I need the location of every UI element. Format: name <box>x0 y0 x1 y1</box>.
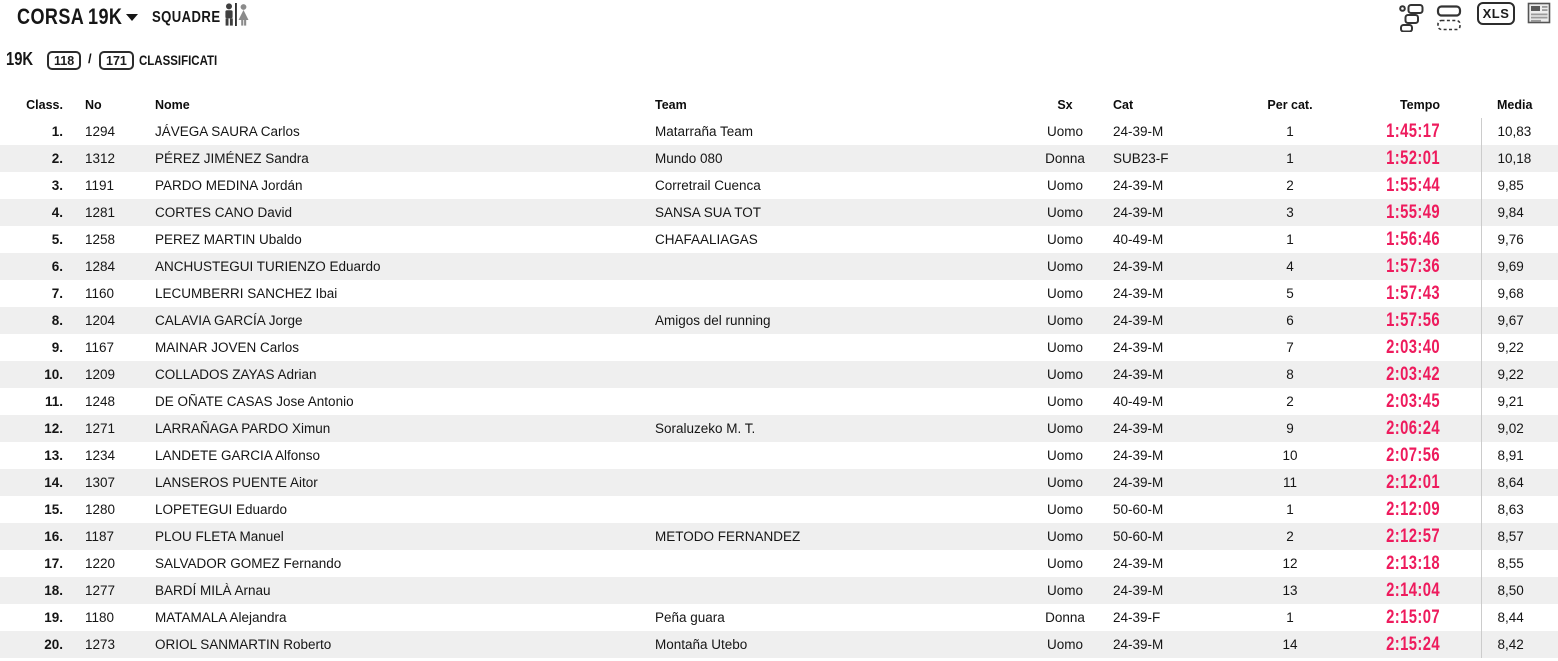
category-rank-cell: 6 <box>1286 313 1294 328</box>
team-cell: SANSA SUA TOT <box>655 205 762 220</box>
avg-speed-cell: 8,44 <box>1481 604 1558 631</box>
team-cell <box>655 442 1020 469</box>
tempo-value: 1:55:49 <box>1385 201 1440 223</box>
table-row[interactable] <box>0 523 1558 550</box>
results-header <box>0 92 1558 118</box>
avg-speed-cell: 9,02 <box>1481 415 1558 442</box>
category-cell: 24-39-M <box>1113 313 1164 328</box>
col-header-media: Media <box>1497 98 1533 112</box>
category-cell: 24-39-F <box>1113 610 1161 625</box>
time-cell <box>1320 550 1481 577</box>
sex-cell: Uomo <box>1046 583 1083 598</box>
team-cell: METODO FERNANDEZ <box>655 529 801 544</box>
table-row[interactable] <box>0 415 1558 442</box>
tempo-value: 1:56:46 <box>1385 228 1440 250</box>
category-cell: 24-39-M <box>1113 124 1164 139</box>
category-rank-cell: 7 <box>1286 340 1294 355</box>
bib-number-cell: 1209 <box>85 367 116 382</box>
team-cell <box>655 280 1020 307</box>
classificati-label: CLASSIFICATI <box>139 52 218 68</box>
team-cell <box>655 334 1020 361</box>
category-rank-cell: 8 <box>1286 367 1294 382</box>
bib-number-cell: 1307 <box>85 475 116 490</box>
athlete-name-cell: SALVADOR GOMEZ Fernando <box>155 556 342 571</box>
sex-cell: Uomo <box>1046 556 1083 571</box>
table-row[interactable] <box>0 604 1558 631</box>
category-cell: 24-39-M <box>1113 367 1164 382</box>
athlete-name-cell: LOPETEGUI Eduardo <box>155 502 288 517</box>
avg-speed-cell: 9,21 <box>1481 388 1558 415</box>
race-dropdown[interactable]: 19K <box>88 4 123 29</box>
avg-speed-cell: 9,67 <box>1481 307 1558 334</box>
team-cell: Corretrail Cuenca <box>655 178 761 193</box>
category-cell: 24-39-M <box>1113 286 1164 301</box>
rank-cell: 17. <box>44 556 63 571</box>
avg-speed-cell: 9,22 <box>1481 334 1558 361</box>
time-cell <box>1320 307 1481 334</box>
time-cell <box>1320 361 1481 388</box>
athlete-name-cell: PEREZ MARTIN Ubaldo <box>155 232 302 247</box>
finished-count-badge: 118 <box>47 51 81 70</box>
athlete-name-cell: LANSEROS PUENTE Aitor <box>155 475 318 490</box>
table-row[interactable] <box>0 361 1558 388</box>
col-header-class: Class. <box>26 98 63 112</box>
category-rank-cell: 9 <box>1286 421 1294 436</box>
athlete-name-cell: PARDO MEDINA Jordán <box>155 178 303 193</box>
category-rank-cell: 3 <box>1286 205 1294 220</box>
athlete-name-cell: JÁVEGA SAURA Carlos <box>155 124 300 139</box>
table-row[interactable] <box>0 388 1558 415</box>
count-separator: / <box>88 51 92 66</box>
team-cell: CHAFAALIAGAS <box>655 232 758 247</box>
col-header-no: No <box>85 98 102 112</box>
category-rank-cell: 5 <box>1286 286 1294 301</box>
time-cell <box>1320 604 1481 631</box>
sex-cell: Uomo <box>1046 340 1083 355</box>
tempo-value: 1:52:01 <box>1385 147 1440 169</box>
table-row[interactable] <box>0 550 1558 577</box>
news-button[interactable] <box>1525 0 1554 31</box>
avg-speed-cell: 9,76 <box>1481 226 1558 253</box>
athlete-name-cell: ANCHUSTEGUI TURIENZO Eduardo <box>155 259 381 274</box>
table-row[interactable] <box>0 226 1558 253</box>
category-rank-cell: 10 <box>1282 448 1298 463</box>
category-rank-cell: 1 <box>1286 232 1294 247</box>
bib-number-cell: 1280 <box>85 502 116 517</box>
category-cell: 24-39-M <box>1113 637 1164 652</box>
hierarchy-view-button[interactable] <box>1396 2 1427 37</box>
tempo-value: 2:12:01 <box>1385 471 1440 493</box>
time-cell <box>1320 415 1481 442</box>
category-rank-cell: 1 <box>1286 502 1294 517</box>
gender-filter-button[interactable] <box>221 3 253 29</box>
time-cell <box>1320 631 1481 658</box>
time-cell <box>1320 226 1481 253</box>
team-cell <box>655 469 1020 496</box>
rank-cell: 3. <box>51 178 63 193</box>
avg-speed-cell: 9,85 <box>1481 172 1558 199</box>
category-cell: 24-39-M <box>1113 205 1164 220</box>
table-row[interactable] <box>0 172 1558 199</box>
avg-speed-cell: 10,18 <box>1481 145 1558 172</box>
tempo-value: 2:14:04 <box>1385 579 1440 601</box>
male-female-icon <box>222 3 252 28</box>
rank-cell: 1. <box>51 124 63 139</box>
time-cell <box>1320 334 1481 361</box>
time-cell <box>1320 442 1481 469</box>
table-row[interactable] <box>0 307 1558 334</box>
athlete-name-cell: MAINAR JOVEN Carlos <box>155 340 300 355</box>
rank-cell: 18. <box>44 583 63 598</box>
col-header-cat: Cat <box>1113 98 1134 112</box>
category-cell: 24-39-M <box>1113 556 1164 571</box>
sex-cell: Uomo <box>1046 259 1083 274</box>
tempo-value: 2:12:57 <box>1385 525 1440 547</box>
category-cell: 50-60-M <box>1113 529 1164 544</box>
rank-cell: 10. <box>44 367 63 382</box>
bib-number-cell: 1248 <box>85 394 116 409</box>
chevron-down-icon[interactable] <box>126 14 138 21</box>
tempo-value: 2:06:24 <box>1385 417 1440 439</box>
table-row[interactable] <box>0 118 1558 145</box>
team-cell: Soraluzeko M. T. <box>655 421 756 436</box>
newspaper-icon <box>1527 2 1552 26</box>
avg-speed-cell: 8,64 <box>1481 469 1558 496</box>
total-count-badge: 171 <box>99 51 134 70</box>
avg-speed-cell: 8,55 <box>1481 550 1558 577</box>
rank-cell: 8. <box>51 313 63 328</box>
col-header-nome: Nome <box>155 98 190 112</box>
team-cell: Matarraña Team <box>655 124 754 139</box>
athlete-name-cell: LANDETE GARCIA Alfonso <box>155 448 321 463</box>
bib-number-cell: 1220 <box>85 556 116 571</box>
table-row[interactable] <box>0 631 1558 658</box>
tempo-value: 1:45:17 <box>1385 120 1440 142</box>
tempo-value: 2:15:07 <box>1385 606 1440 628</box>
bib-number-cell: 1281 <box>85 205 116 220</box>
sex-cell: Uomo <box>1046 448 1083 463</box>
sex-cell: Uomo <box>1046 475 1083 490</box>
team-cell: Montaña Utebo <box>655 637 748 652</box>
team-cell <box>655 577 1020 604</box>
time-cell <box>1320 523 1481 550</box>
top-bar <box>0 0 1558 92</box>
athlete-name-cell: LECUMBERRI SANCHEZ Ibai <box>155 286 338 301</box>
team-cell: Amigos del running <box>655 313 771 328</box>
bib-number-cell: 1273 <box>85 637 116 652</box>
sex-cell: Uomo <box>1046 502 1083 517</box>
avg-speed-cell: 9,22 <box>1481 361 1558 388</box>
sex-cell: Uomo <box>1046 205 1083 220</box>
category-rank-cell: 2 <box>1286 178 1294 193</box>
sex-cell: Uomo <box>1046 232 1083 247</box>
rank-cell: 20. <box>44 637 63 652</box>
sex-cell: Uomo <box>1046 367 1083 382</box>
rank-cell: 14. <box>44 475 63 490</box>
time-cell <box>1320 496 1481 523</box>
col-header-tempo: Tempo <box>1399 98 1440 112</box>
category-cell: SUB23-F <box>1113 151 1169 166</box>
category-rank-cell: 2 <box>1286 394 1294 409</box>
rank-cell: 13. <box>44 448 63 463</box>
time-cell <box>1320 199 1481 226</box>
athlete-name-cell: LARRAÑAGA PARDO Ximun <box>155 421 331 436</box>
table-row[interactable] <box>0 280 1558 307</box>
tempo-value: 2:13:18 <box>1385 552 1440 574</box>
athlete-name-cell: PÉREZ JIMÉNEZ Sandra <box>155 151 309 166</box>
sex-cell: Uomo <box>1046 394 1083 409</box>
bib-number-cell: 1284 <box>85 259 116 274</box>
avg-speed-cell: 8,63 <box>1481 496 1558 523</box>
bib-number-cell: 1187 <box>85 529 115 544</box>
tempo-value: 1:55:44 <box>1385 174 1440 196</box>
table-row[interactable] <box>0 334 1558 361</box>
rows-visibility-button[interactable] <box>1434 2 1465 37</box>
time-cell <box>1320 469 1481 496</box>
avg-speed-cell: 8,91 <box>1481 442 1558 469</box>
category-cell: 24-39-M <box>1113 340 1164 355</box>
rank-cell: 12. <box>44 421 63 436</box>
athlete-name-cell: DE OÑATE CASAS Jose Antonio <box>155 394 354 409</box>
athlete-name-cell: BARDÍ MILÀ Arnau <box>155 583 271 598</box>
team-cell <box>655 361 1020 388</box>
avg-speed-cell: 10,83 <box>1481 118 1558 145</box>
rank-cell: 6. <box>51 259 63 274</box>
col-header-sx: Sx <box>1057 98 1073 112</box>
rank-cell: 11. <box>44 394 63 409</box>
table-row[interactable] <box>0 469 1558 496</box>
bib-number-cell: 1258 <box>85 232 116 247</box>
rank-cell: 2. <box>51 151 63 166</box>
sex-cell: Uomo <box>1046 313 1083 328</box>
sex-cell: Donna <box>1045 610 1085 625</box>
bib-number-cell: 1191 <box>85 178 115 193</box>
rank-cell: 16. <box>44 529 63 544</box>
category-rank-cell: 13 <box>1282 583 1298 598</box>
category-cell: 50-60-M <box>1113 502 1164 517</box>
avg-speed-cell: 8,50 <box>1481 577 1558 604</box>
avg-speed-cell: 9,84 <box>1481 199 1558 226</box>
tempo-value: 2:07:56 <box>1385 444 1440 466</box>
sex-cell: Uomo <box>1046 124 1083 139</box>
category-cell: 40-49-M <box>1113 232 1164 247</box>
time-cell <box>1320 577 1481 604</box>
rows-visibility-icon <box>1436 4 1463 32</box>
category-cell: 24-39-M <box>1113 475 1164 490</box>
bib-number-cell: 1204 <box>85 313 116 328</box>
rank-cell: 4. <box>51 205 63 220</box>
tempo-value: 1:57:43 <box>1385 282 1440 304</box>
rank-cell: 7. <box>51 286 63 301</box>
category-cell: 40-49-M <box>1113 394 1164 409</box>
avg-speed-cell: 9,68 <box>1481 280 1558 307</box>
sex-cell: Donna <box>1045 151 1085 166</box>
athlete-name-cell: MATAMALA Alejandra <box>155 610 287 625</box>
sex-cell: Uomo <box>1046 637 1083 652</box>
sex-cell: Uomo <box>1046 286 1083 301</box>
bib-number-cell: 1167 <box>85 340 115 355</box>
table-row[interactable] <box>0 145 1558 172</box>
tempo-value: 2:03:42 <box>1385 363 1440 385</box>
time-cell <box>1320 388 1481 415</box>
table-row[interactable] <box>0 442 1558 469</box>
category-rank-cell: 4 <box>1286 259 1294 274</box>
results-table <box>0 92 1558 658</box>
table-row[interactable] <box>0 577 1558 604</box>
team-cell: Peña guara <box>655 610 725 625</box>
bib-number-cell: 1180 <box>85 610 115 625</box>
category-cell: 24-39-M <box>1113 448 1164 463</box>
team-cell <box>655 496 1020 523</box>
rank-cell: 9. <box>51 340 63 355</box>
race-label: 19K <box>6 49 34 69</box>
time-cell <box>1320 118 1481 145</box>
rank-cell: 15. <box>44 502 63 517</box>
team-cell <box>655 253 1020 280</box>
tempo-value: 1:57:56 <box>1385 309 1440 331</box>
tab-squadre[interactable]: SQUADRE <box>152 9 221 26</box>
athlete-name-cell: COLLADOS ZAYAS Adrian <box>155 367 317 382</box>
results-body <box>0 118 1558 658</box>
col-header-team: Team <box>655 98 687 112</box>
time-cell <box>1320 280 1481 307</box>
sex-cell: Uomo <box>1046 178 1083 193</box>
bib-number-cell: 1277 <box>85 583 116 598</box>
sex-cell: Uomo <box>1046 529 1083 544</box>
category-cell: 24-39-M <box>1113 421 1164 436</box>
tempo-value: 2:12:09 <box>1385 498 1440 520</box>
table-row[interactable] <box>0 199 1558 226</box>
bib-number-cell: 1234 <box>85 448 116 463</box>
category-cell: 24-39-M <box>1113 259 1164 274</box>
tab-corsa[interactable]: CORSA <box>17 4 85 29</box>
time-cell <box>1320 145 1481 172</box>
avg-speed-cell: 8,42 <box>1481 631 1558 658</box>
category-rank-cell: 1 <box>1286 124 1294 139</box>
tempo-value: 2:03:45 <box>1385 390 1440 412</box>
sex-cell: Uomo <box>1046 421 1083 436</box>
time-cell <box>1320 172 1481 199</box>
avg-speed-cell: 8,57 <box>1481 523 1558 550</box>
tempo-value: 2:03:40 <box>1385 336 1440 358</box>
bib-number-cell: 1271 <box>85 421 116 436</box>
xls-export-button[interactable]: XLS <box>1477 2 1515 25</box>
hierarchy-icon <box>1398 4 1425 32</box>
category-rank-cell: 12 <box>1282 556 1298 571</box>
avg-speed-cell: 9,69 <box>1481 253 1558 280</box>
category-cell: 24-39-M <box>1113 178 1164 193</box>
rank-cell: 19. <box>44 610 63 625</box>
time-cell <box>1320 253 1481 280</box>
category-rank-cell: 11 <box>1282 475 1297 490</box>
tempo-value: 2:15:24 <box>1385 633 1440 655</box>
bib-number-cell: 1160 <box>85 286 115 301</box>
category-rank-cell: 14 <box>1282 637 1298 652</box>
team-cell <box>655 550 1020 577</box>
athlete-name-cell: ORIOL SANMARTIN Roberto <box>155 637 332 652</box>
category-rank-cell: 2 <box>1286 529 1294 544</box>
category-cell: 24-39-M <box>1113 583 1164 598</box>
team-cell: Mundo 080 <box>655 151 723 166</box>
bib-number-cell: 1312 <box>85 151 116 166</box>
bib-number-cell: 1294 <box>85 124 116 139</box>
category-rank-cell: 1 <box>1286 610 1294 625</box>
tempo-value: 1:57:36 <box>1385 255 1440 277</box>
athlete-name-cell: PLOU FLETA Manuel <box>155 529 284 544</box>
category-rank-cell: 1 <box>1286 151 1294 166</box>
table-row[interactable] <box>0 496 1558 523</box>
col-header-percat: Per cat. <box>1267 98 1313 112</box>
table-row[interactable] <box>0 253 1558 280</box>
athlete-name-cell: CORTES CANO David <box>155 205 293 220</box>
rank-cell: 5. <box>51 232 63 247</box>
athlete-name-cell: CALAVIA GARCÍA Jorge <box>155 313 303 328</box>
team-cell <box>655 388 1020 415</box>
